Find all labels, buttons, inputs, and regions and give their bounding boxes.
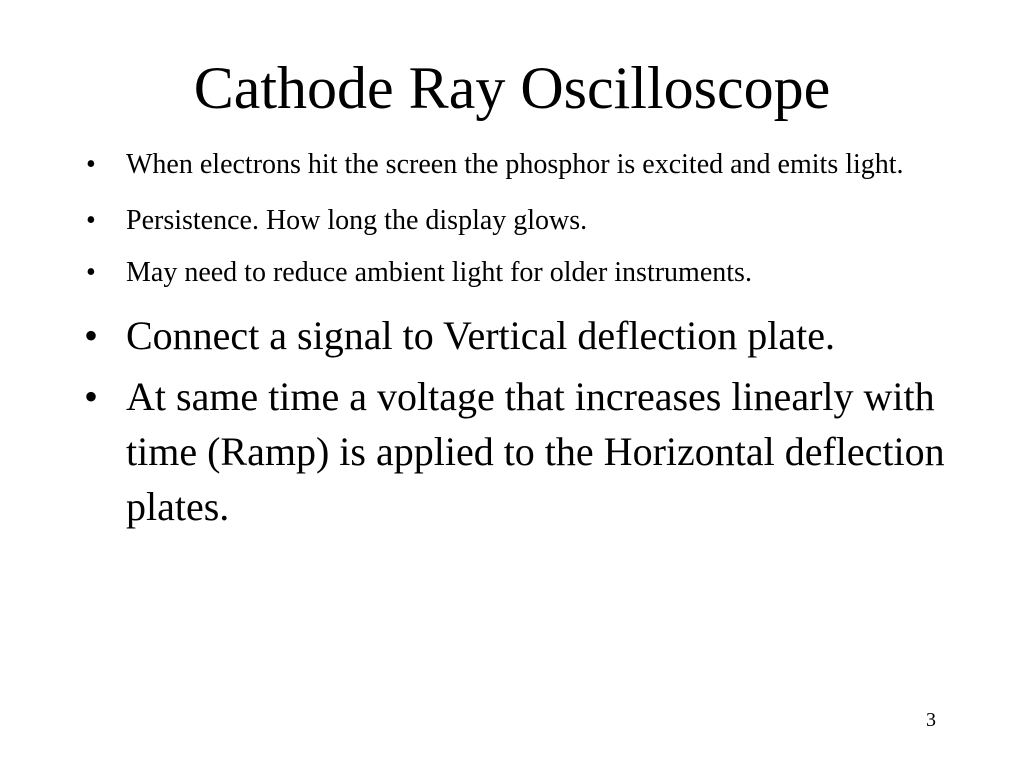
bullet-dot-icon: • — [86, 149, 96, 180]
bullet-text: May need to reduce ambient light for older instruments. — [126, 257, 752, 288]
bullet-list — [84, 146, 964, 534]
bullet-item-ambient-light — [84, 254, 964, 292]
bullet-text: Persistence. How long the display glows. — [126, 205, 588, 236]
bullet-dot-icon: • — [86, 257, 96, 288]
bullet-text: Connect a signal to Vertical deflection plate. — [126, 313, 836, 358]
bullet-item-vertical-plate — [84, 308, 964, 363]
bullet-item-persistence — [84, 202, 964, 240]
page-number: 3 — [926, 709, 936, 731]
bullet-item-phosphor — [84, 146, 964, 184]
bullet-text: When electrons hit the screen the phosphor is excited and emits light. — [126, 149, 904, 180]
slide-title: Cathode Ray Oscilloscope — [193, 55, 831, 121]
bullet-dot-icon: • — [84, 313, 99, 358]
bullet-dot-icon: • — [86, 205, 96, 236]
bullet-item-horizontal-ramp — [84, 369, 964, 534]
bullet-dot-icon: • — [84, 374, 99, 419]
bullet-text: At same time a voltage that increases linearly with time (Ramp) is applied to the Horizontal deflection plates. — [126, 374, 945, 529]
